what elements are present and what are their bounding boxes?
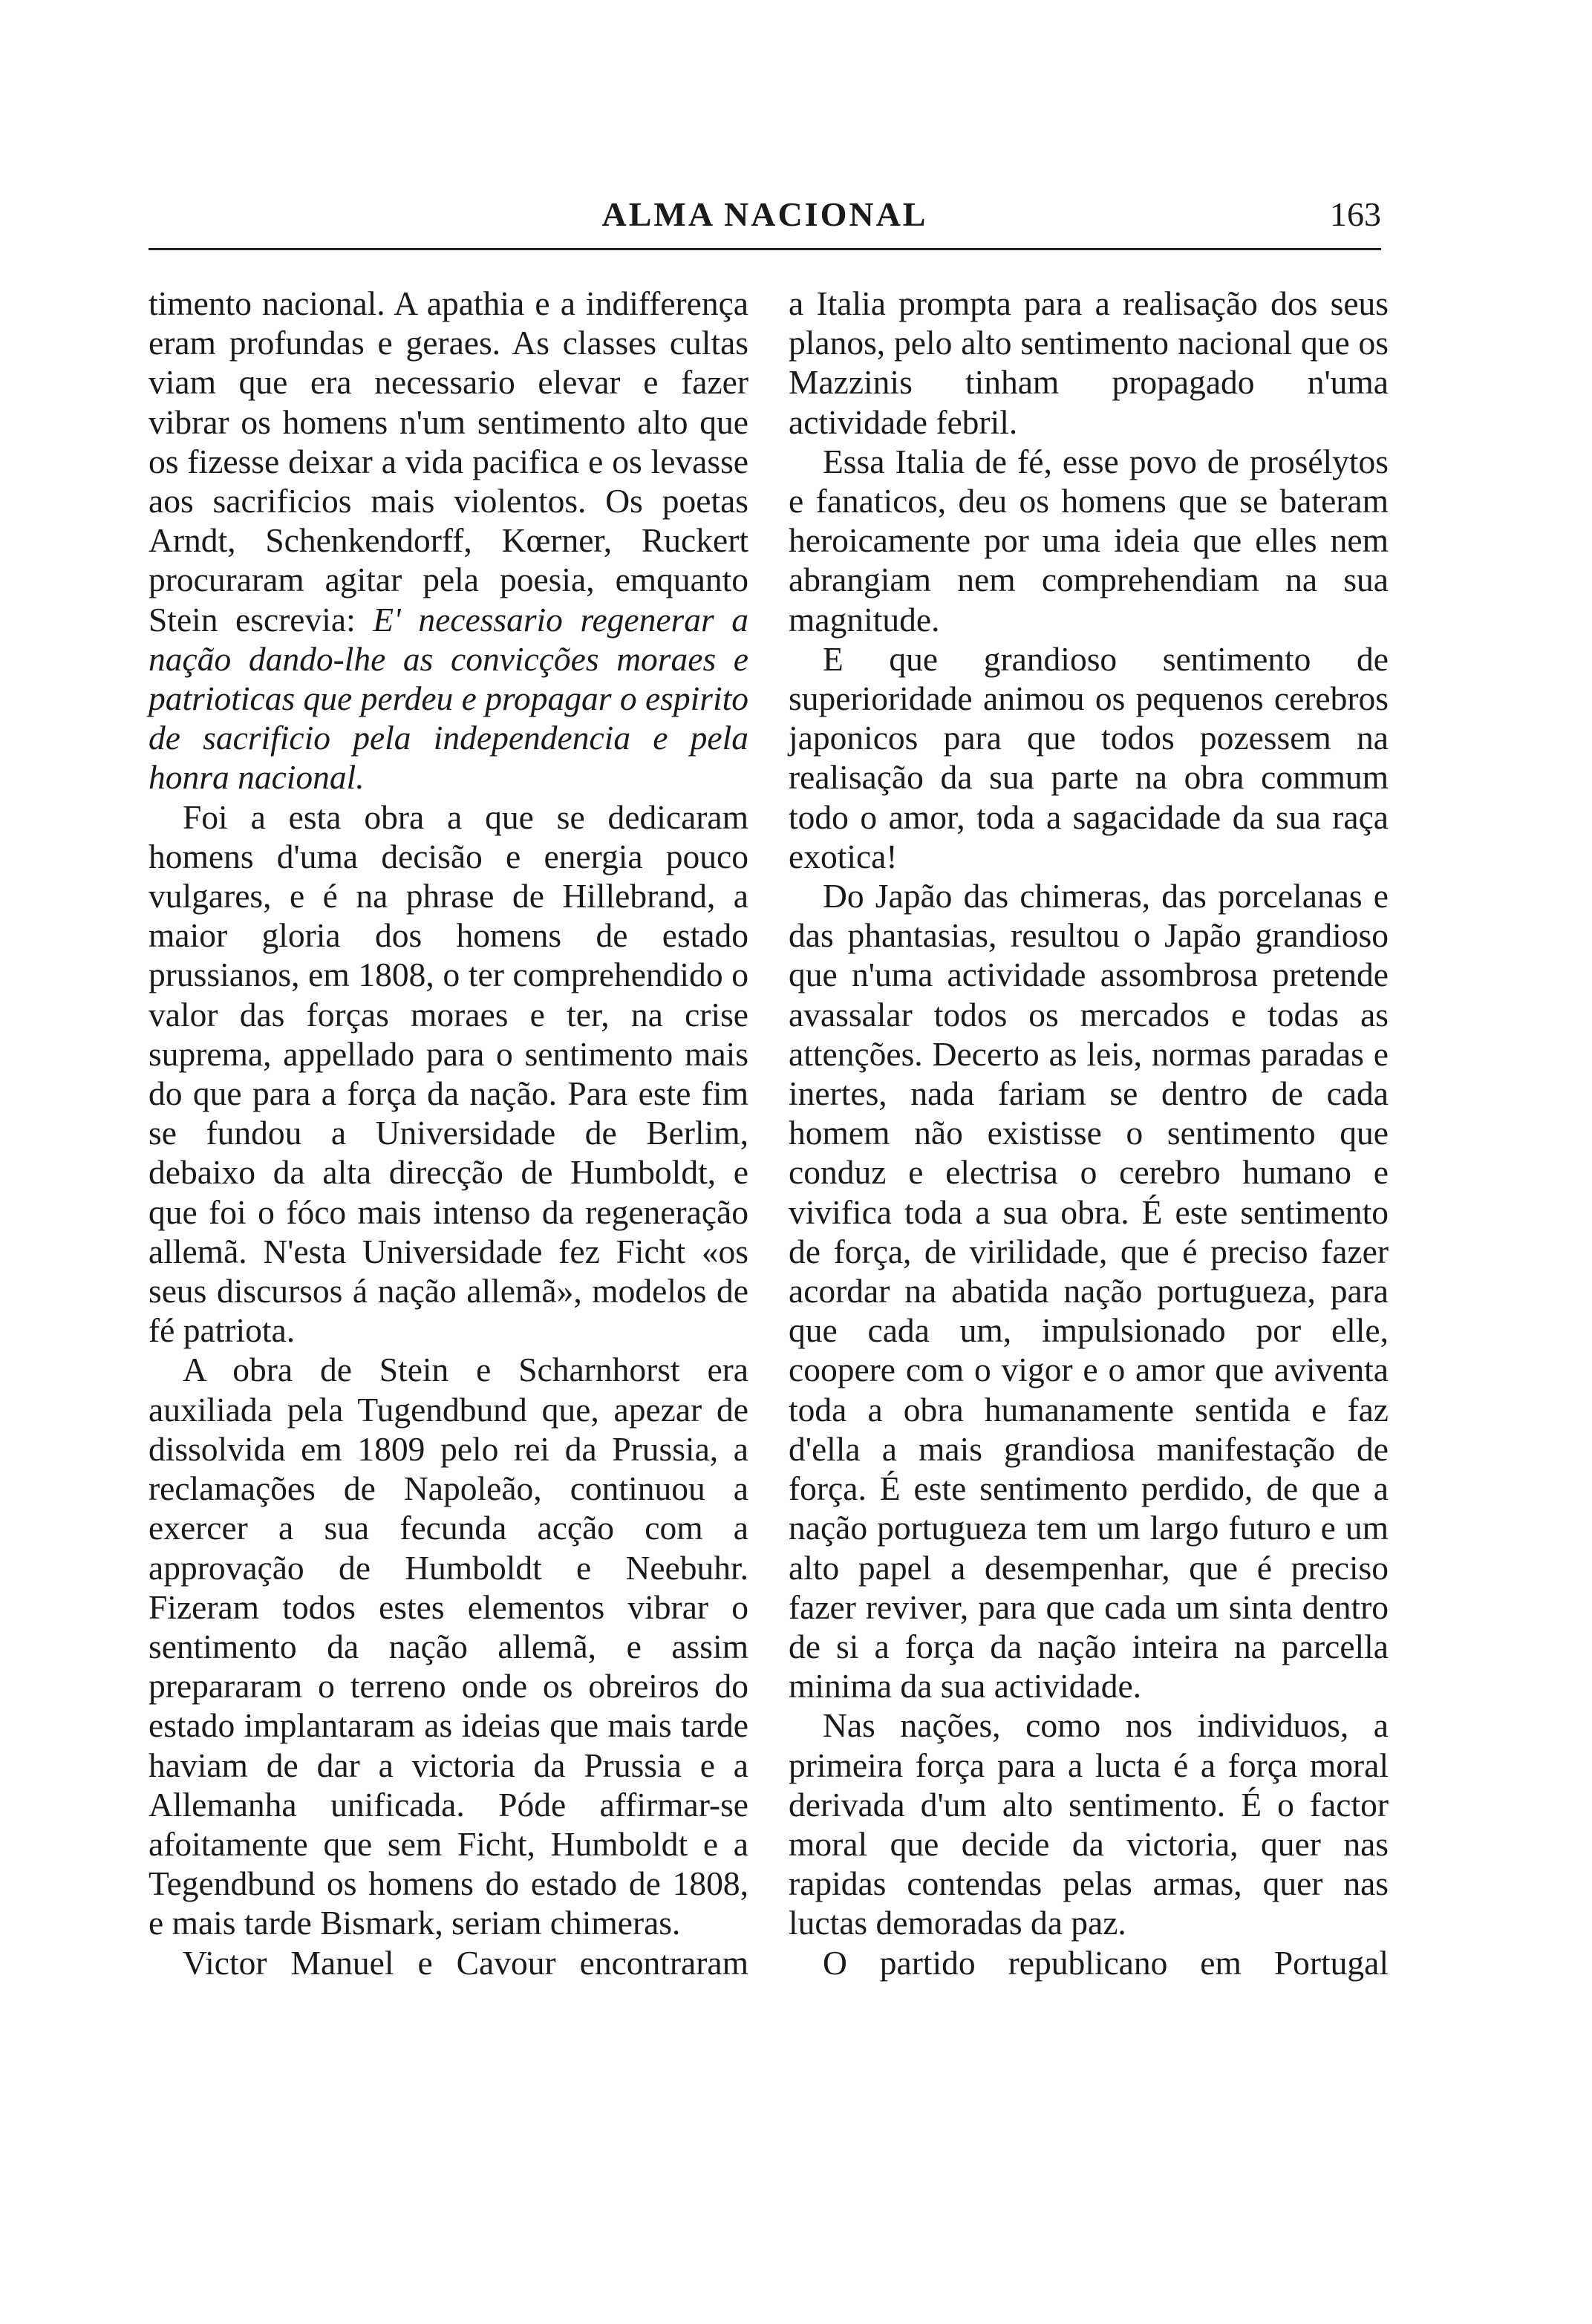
- paragraph: O partido republicano em Portugal: [823, 1943, 1389, 1982]
- paragraph: E que grandioso sentimento de superioridade animou os pequenos cerebros japonicos para que todos pozessem na realisação da sua parte na obra commum todo o amor, toda a sagacidade da sua raça exotica!: [789, 639, 1389, 875]
- italic-quote: E' necessario regenerar a nação dando-lhe as convicções moraes e patrioticas que perdeu e propagar o espirito de sacrificio pela independencia e pela honra nacional.: [149, 600, 748, 797]
- paragraph: A obra de Stein e Scharnhorst era auxiliada pela Tugendbund que, apezar de dissolvida em 1809 pelo rei da Prussia, a reclamações de Napoleão, continuou a exercer a sua fecunda acção com a approvação de Humboldt e Neebuhr. Fizeram todos estes elementos vibrar o sentimento da nação allemã, e assim prepararam o terreno onde os obreiros do estado implantaram as ideias que mais tarde haviam de dar a victoria da Prussia e a Allemanha unificada. Póde affirmar-se afoitamente que sem Ficht, Humboldt e a Tegendbund os homens do estado de 1808, e mais tarde Bismark, seriam chimeras.: [149, 1351, 748, 1942]
- paragraph: Essa Italia de fé, esse povo de prosélytos e fanaticos, deu os homens que se bateram heroicamente por uma ideia que elles nem abrangiam nem comprehendiam na sua magnitude.: [789, 442, 1389, 639]
- paragraph: Nas nações, como nos individuos, a primeira força para a lucta é a força moral derivada d'um alto sentimento. É o factor moral que decide da victoria, quer nas rapidas contendas pelas armas, quer nas luctas demoradas da paz.: [789, 1706, 1389, 1942]
- paragraph: [149, 284, 748, 797]
- running-head: [149, 195, 1381, 247]
- header-rule: [149, 248, 1381, 250]
- paragraph: Do Japão das chimeras, das porcelanas e das phantasias, resultou o Japão grandioso que n'uma actividade assombrosa pretende avassalar todos os mercados e todas as attenções. Decerto as leis, normas paradas e inertes, nada fariam se dentro de cada homem não existisse o sentimento que conduz e electrisa o cerebro humano e vivifica toda a sua obra. É este sentimento de força, de virilidade, que é preciso fazer acordar na abatida nação portugueza, para que cada um, impulsionado por elle, coopere com o vigor e o amor que aviventa toda a obra humanamente sentida e faz d'ella a mais grandiosa manifestação de força. É este sentimento perdido, de que a nação portugueza tem um largo futuro e um alto papel a desempenhar, que é preciso fazer reviver, para que cada um sinta dentro de si a força da nação inteira na parcella minima da sua actividade.: [789, 877, 1389, 1706]
- left-column: [149, 284, 748, 1982]
- paragraph-text: timento nacional. A apathia e a indifferença eram profundas e geraes. As classes cultas viam que era necessario elevar e fazer vibrar os homens n'um sentimento alto que os fizesse deixar a vida pacifica e os levasse aos sacrificios mais violentos. Os poetas Arndt, Schenkendorff, Kœrner, Ruckert procuraram agitar pela poesia, emquanto Stein escrevia:: [149, 284, 748, 639]
- paragraph: Victor Manuel e Cavour encontraram: [183, 1943, 748, 1982]
- running-title: ALMA NACIONAL: [601, 195, 928, 233]
- paragraph: a Italia prompta para a realisação dos seus planos, pelo alto sentimento nacional que os Mazzinis tinham propagado n'uma actividade febril.: [789, 284, 1389, 441]
- paragraph: Foi a esta obra a que se dedicaram homens d'uma decisão e energia pouco vulgares, e é na phrase de Hillebrand, a maior gloria dos homens de estado prussianos, em 1808, o ter comprehendido o valor das forças moraes e ter, na crise suprema, appellado para o sentimento mais do que para a força da nação. Para este fim se fundou a Universidade de Berlim, debaixo da alta direcção de Humboldt, e que foi o fóco mais intenso da regeneração allemã. N'esta Universidade fez Ficht «os seus discursos á nação allemã», modelos de fé patriota.: [149, 797, 748, 1350]
- right-column: [789, 284, 1389, 1982]
- page-number: 163: [1330, 195, 1381, 233]
